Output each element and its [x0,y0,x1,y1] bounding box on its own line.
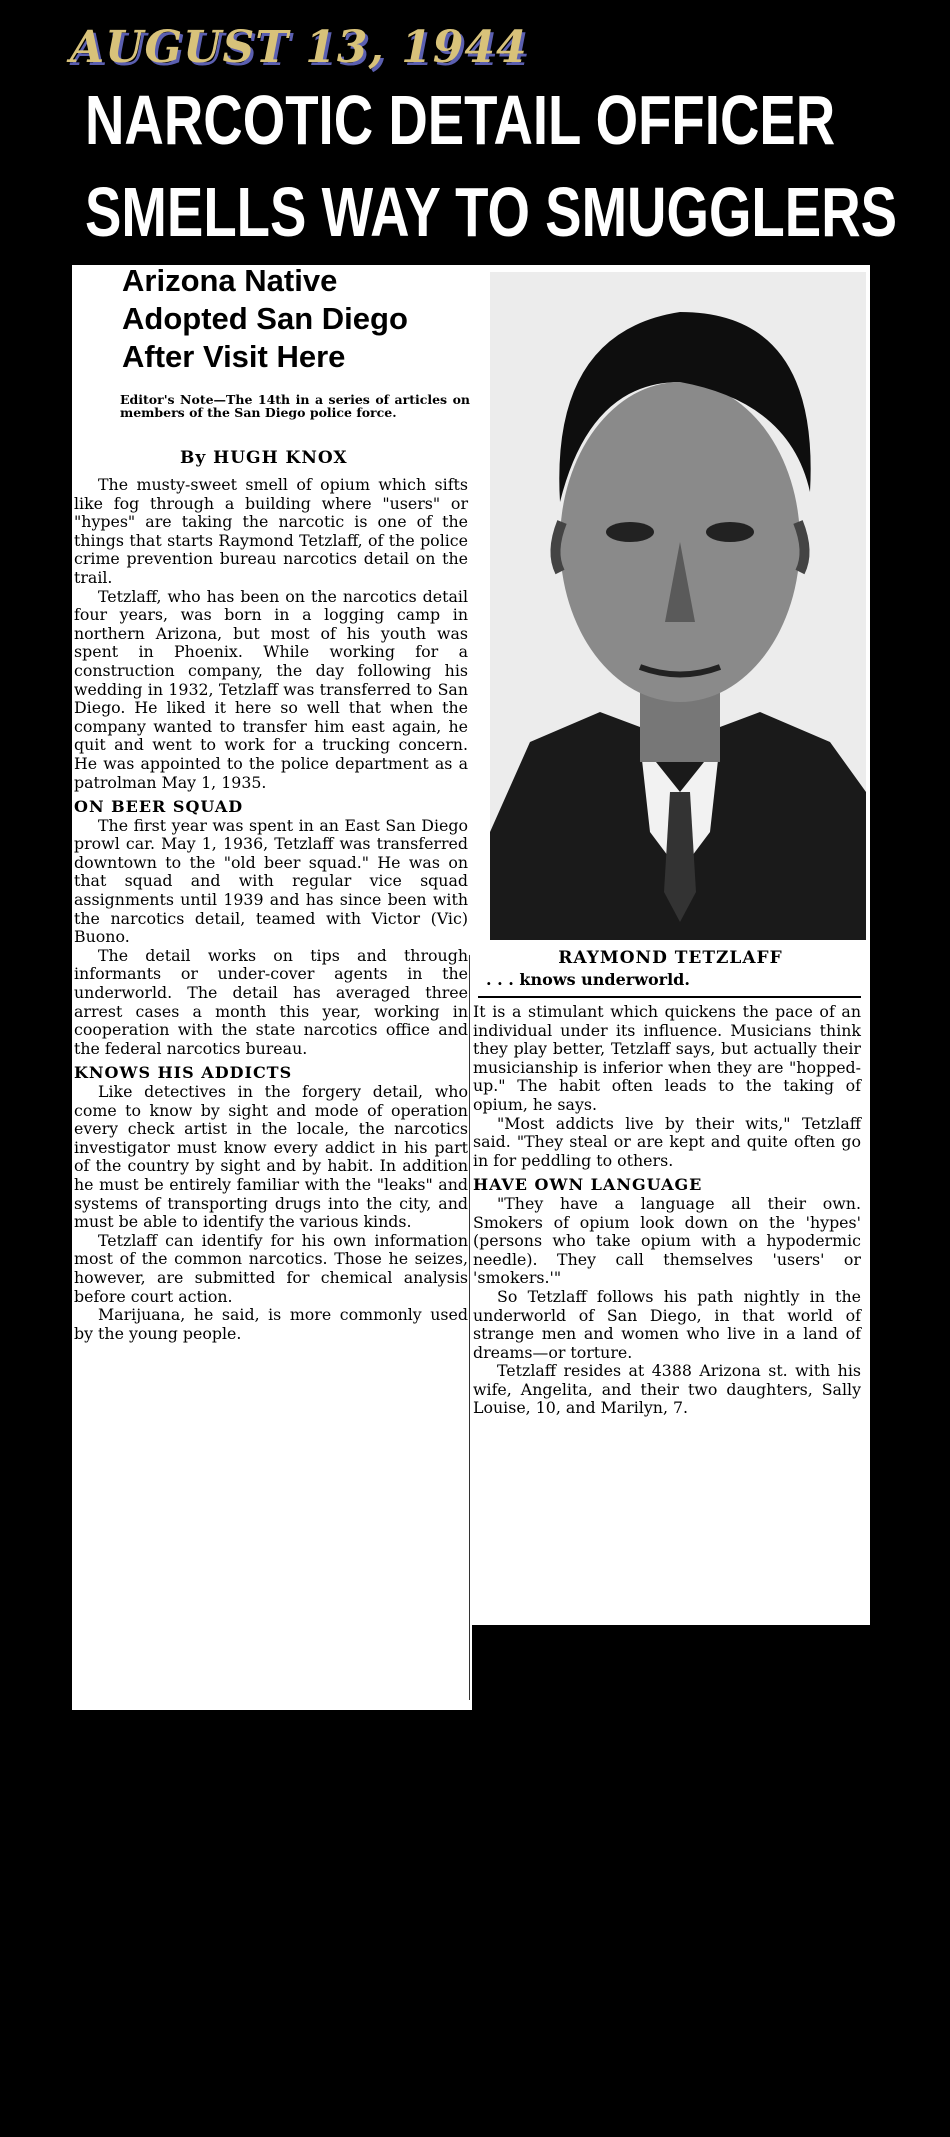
paragraph: Tetzlaff resides at 4388 Arizona st. with his wife, Angelita, and their two daughters, Sally Louise, 10, and Marilyn, 7. [473,1361,861,1418]
byline: By HUGH KNOX [180,448,348,468]
paragraph: The detail works on tips and through informants or under-cover agents in the underworld. The detail has averaged three arrest cases a month this year, working in cooperation with the state narcotics office and the federal narcotics bureau. [74,945,468,1058]
paragraph: Like detectives in the forgery detail, who come to know by sight and mode of operation every check artist in the locale, the narcotics investigator must know every addict in his part of the country by sight and by habit. In addition he must be entirely familiar with the "leaks" and systems of transporting drugs into the city, and must be able to identify the various kinds. [74,1082,468,1232]
column-2 [473,1003,861,1418]
photo-caption-name: RAYMOND TETZLAFF [558,948,783,968]
portrait-photo [490,272,866,940]
paragraph: The musty-sweet smell of opium which sifts like fog through a building where "users" or "hypes" are taking the narcotic is one of the things that starts Raymond Tetzlaff, of the police crime prevention bureau narcotics detail on the trail. [74,475,468,587]
headline-line-1: NARCOTIC DETAIL OFFICER [85,81,836,159]
paragraph: Tetzlaff can identify for his own information most of the common narcotics. Those he seizes, however, are submitted for chemical analysis before court action. [74,1230,468,1306]
subhead-line-2: Adopted San Diego [122,301,408,336]
column-1-top [74,476,468,1343]
paragraph: So Tetzlaff follows his path nightly in the underworld of San Diego, in that world of strange men and women who live in a land of dreams—or torture. [473,1286,861,1362]
paragraph: The first year was spent in an East San Diego prowl car. May 1, 1936, Tetzlaff was transferred downtown to the "old beer squad." He was on that squad and with regular vice squad assignments until 1939 and has since been with the narcotics detail, teamed with Victor (Vic) Buono. [74,815,468,947]
section-heading-language: HAVE OWN LANGUAGE [473,1175,703,1195]
column-divider [469,955,470,1700]
portrait-illustration [490,272,866,940]
paragraph: It is a stimulant which quickens the pace of an individual under its influence. Musicians think they play better, Tetzlaff says, but actually their musicianship is inferior when they are "hopped-up." The habit often leads to the taking of opium, he says. [473,1002,861,1114]
paragraph: "They have a language all their own. Smokers of opium look down on the 'hypes' (persons who take opium with a hypodermic needle). They call themselves 'users' or 'smokers.'" [473,1193,861,1288]
section-heading-addicts: KNOWS HIS ADDICTS [74,1063,293,1083]
paragraph: Tetzlaff, who has been on the narcotics detail four years, was born in a logging camp in northern Arizona, but most of his youth was spent in Phoenix. While working for a construction company, the day following his wedding in 1932, Tetzlaff was transferred to San Diego. He liked it here so well that when the company wanted to transfer him east again, he quit and went to work for a trucking concern. He was appointed to the police department as a patrolman May 1, 1935. [74,586,468,792]
paragraph: Marijuana, he said, is more commonly used by the young people. [74,1305,468,1343]
section-heading-beer-squad: ON BEER SQUAD [74,797,244,817]
publication-date: AUGUST 13, 1944 [70,22,528,73]
editors-note: Editor's Note—The 14th in a series of articles on members of the San Diego police force. [120,392,470,420]
caption-divider [478,996,861,998]
subhead-line-3: After Visit Here [122,339,346,374]
paragraph: "Most addicts live by their wits," Tetzlaff said. "They steal or are kept and quite often go in for peddling to others. [473,1113,861,1170]
photo-caption-line: . . . knows underworld. [486,970,690,989]
headline-line-2: SMELLS WAY TO SMUGGLERS [85,173,898,251]
subhead-line-1: Arizona Native [122,263,338,298]
subheadline [122,262,452,376]
